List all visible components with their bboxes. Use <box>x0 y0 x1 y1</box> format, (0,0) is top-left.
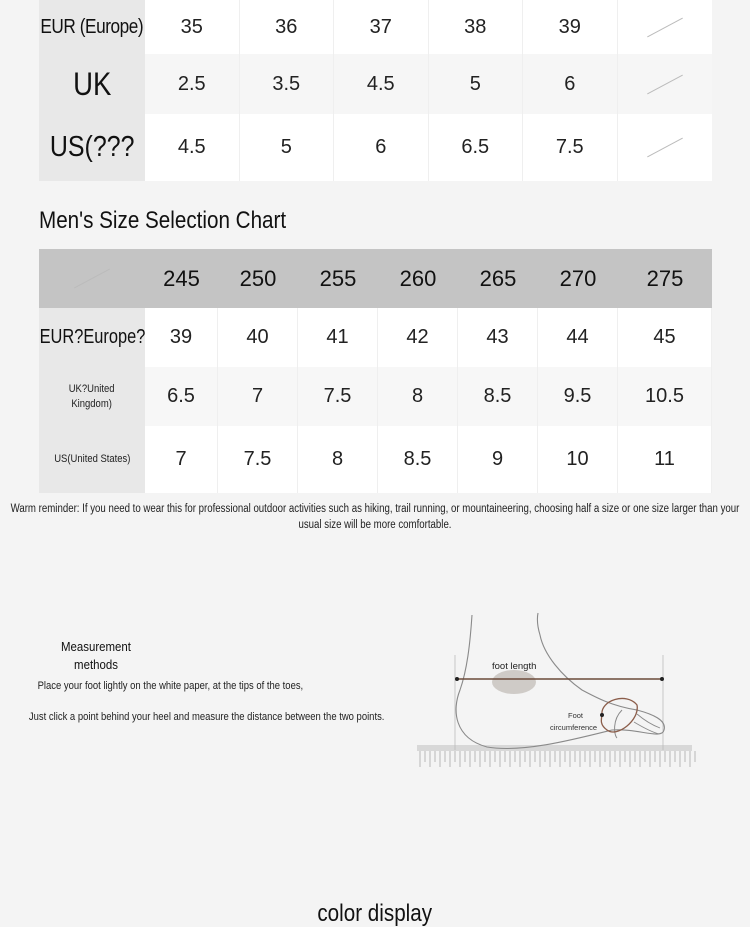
size-cell: 11 <box>618 426 712 493</box>
size-cell: 6.5 <box>145 367 218 426</box>
not-available-cell <box>618 114 712 181</box>
measurement-instruction-1: Place your foot lightly on the white paper, at the tips of the toes, <box>37 680 303 692</box>
header-cell: 265 <box>458 249 538 308</box>
size-cell: 43 <box>458 308 538 367</box>
header-cell: 255 <box>298 249 378 308</box>
size-cell: 9 <box>458 426 538 493</box>
corner-cell <box>39 249 145 308</box>
size-cell: 8.5 <box>458 367 538 426</box>
size-cell: 10 <box>538 426 618 493</box>
header-cell: 250 <box>218 249 298 308</box>
measurement-title: Measurement methods <box>61 639 131 672</box>
color-display-heading: color display <box>317 900 433 927</box>
table-header-row <box>39 249 712 308</box>
row-header-uk: UK?United Kingdom) <box>39 367 145 426</box>
size-cell: 45 <box>618 308 712 367</box>
size-cell: 3.5 <box>240 54 335 114</box>
row-header-us: US(United States) <box>39 426 145 493</box>
header-cell: 260 <box>378 249 458 308</box>
size-cell: 8 <box>378 367 458 426</box>
size-cell: 6.5 <box>429 114 524 181</box>
size-cell: 40 <box>218 308 298 367</box>
size-cell: 4.5 <box>334 54 429 114</box>
row-header-us: US(??? <box>39 114 145 181</box>
size-cell: 37 <box>334 0 429 54</box>
size-cell: 4.5 <box>145 114 240 181</box>
header-cell: 245 <box>145 249 218 308</box>
header-cell: 275 <box>618 249 712 308</box>
table-row-us <box>39 114 712 181</box>
size-cell: 35 <box>145 0 240 54</box>
row-header-uk: UK <box>39 54 145 114</box>
size-cell: 7 <box>218 367 298 426</box>
warm-reminder: Warm reminder: If you need to wear this for professional outdoor activities such as hiking, trail running, or mountaineering, choosing half a size or one size larger than your usual size will be more comfortable. <box>10 503 740 531</box>
size-cell: 6 <box>334 114 429 181</box>
women-size-table <box>39 0 712 181</box>
size-cell: 39 <box>145 308 218 367</box>
size-cell: 39 <box>523 0 618 54</box>
table-row-us <box>39 426 712 493</box>
size-cell: 10.5 <box>618 367 712 426</box>
size-cell: 7.5 <box>298 367 378 426</box>
row-header-eur: EUR?Europe? <box>39 308 145 367</box>
foot-measurement-illustration <box>412 610 702 775</box>
size-cell: 7.5 <box>523 114 618 181</box>
not-available-cell <box>618 0 712 54</box>
ruler-base <box>417 745 692 751</box>
diagonal-slash <box>647 17 683 37</box>
row-header-eur: EUR (Europe) <box>39 0 145 54</box>
size-cell: 6 <box>523 54 618 114</box>
size-cell: 9.5 <box>538 367 618 426</box>
size-cell: 5 <box>429 54 524 114</box>
size-cell: 42 <box>378 308 458 367</box>
header-cell: 270 <box>538 249 618 308</box>
circumference-loop <box>601 698 637 732</box>
size-cell: 38 <box>429 0 524 54</box>
size-cell: 5 <box>240 114 335 181</box>
diagonal-slash <box>74 269 110 289</box>
table-row-uk <box>39 54 712 114</box>
foot-length-label: foot length <box>492 661 537 672</box>
measurement-instruction-2: Just click a point behind your heel and measure the distance between the two points. <box>28 711 385 723</box>
foot-circumference-label: Foot <box>568 711 584 720</box>
foot-circumference-label-2: circumference <box>550 723 598 732</box>
size-cell: 44 <box>538 308 618 367</box>
not-available-cell <box>618 54 712 114</box>
diagonal-slash <box>647 74 683 94</box>
diagonal-slash <box>647 138 683 158</box>
heel-shadow <box>492 670 536 694</box>
men-size-table <box>39 249 712 493</box>
size-cell: 7.5 <box>218 426 298 493</box>
table-row-uk <box>39 367 712 426</box>
men-chart-title: Men's Size Selection Chart <box>39 207 287 234</box>
ruler-ticks <box>420 751 695 767</box>
table-row-eur <box>39 0 712 54</box>
size-cell: 41 <box>298 308 378 367</box>
size-cell: 8 <box>298 426 378 493</box>
size-cell: 2.5 <box>145 54 240 114</box>
size-cell: 8.5 <box>378 426 458 493</box>
table-row-eur <box>39 308 712 367</box>
size-cell: 7 <box>145 426 218 493</box>
size-cell: 36 <box>240 0 335 54</box>
